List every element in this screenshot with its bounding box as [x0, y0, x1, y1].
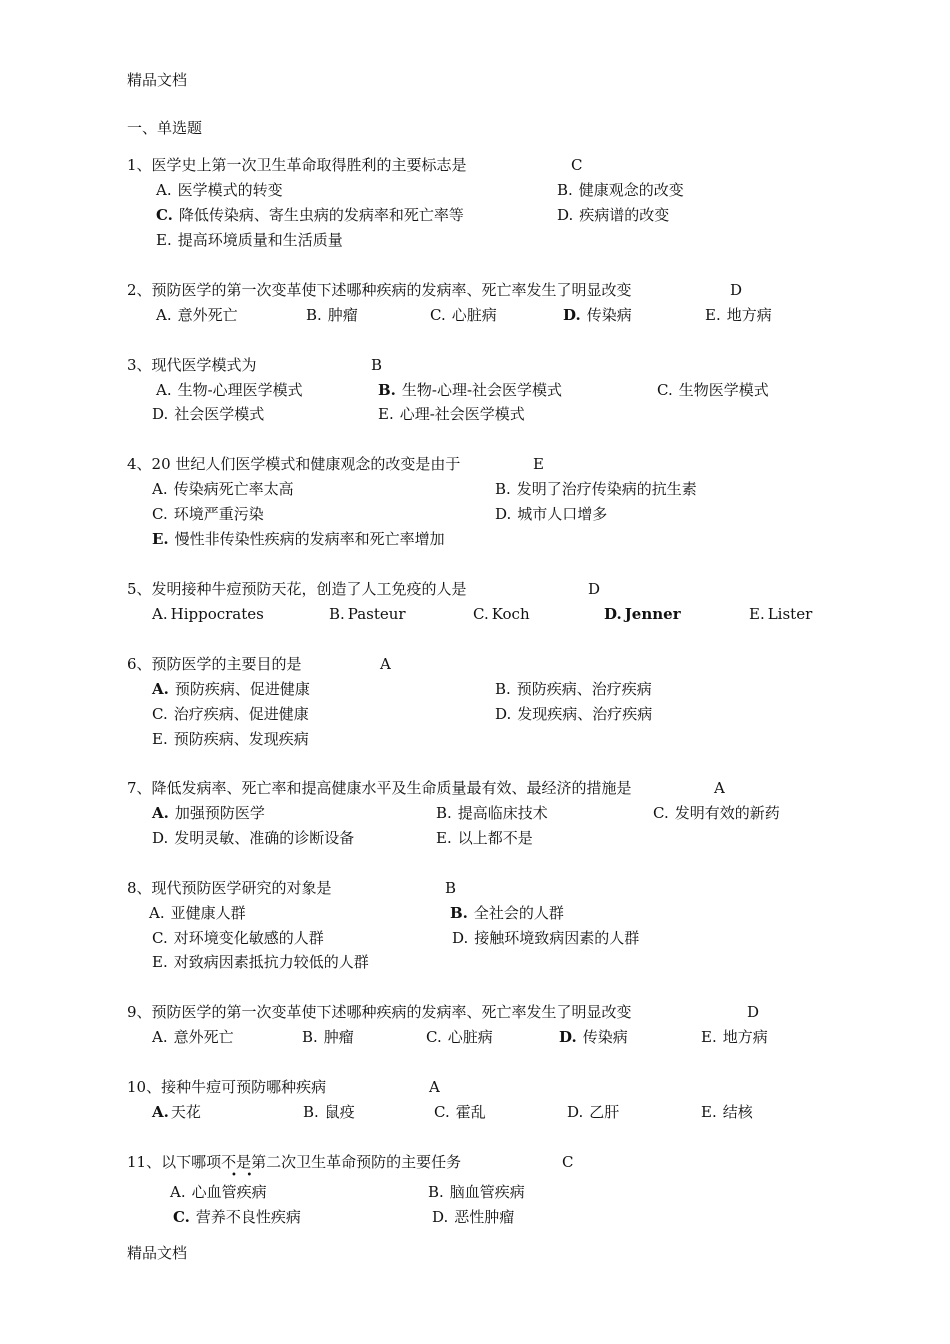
option-text: 乙肝 [589, 1103, 620, 1121]
question-stem: 10、接种牛痘可预防哪种疾病 [127, 1078, 327, 1096]
option-text: 生物-心理-社会医学模式 [401, 381, 563, 399]
option-key: C. [473, 605, 489, 623]
option-d [567, 1102, 619, 1122]
option-key: A. [152, 1028, 168, 1046]
option-key: B. [329, 605, 345, 623]
option-key: E. [378, 405, 394, 423]
option-text: 疾病谱的改变 [579, 206, 670, 224]
section-title: 一、单选题 [127, 119, 203, 137]
option-key: C. [657, 381, 673, 399]
answer-key: E [533, 455, 544, 473]
option-a [152, 679, 310, 699]
option-d [557, 205, 669, 225]
option-text: 地方病 [726, 306, 772, 324]
option-key: D. [432, 1208, 449, 1226]
option-key: A. [152, 1103, 169, 1121]
option-text: 加强预防医学 [174, 804, 265, 822]
option-key: A. [152, 804, 169, 822]
option-key: B. [303, 1103, 319, 1121]
option-b [450, 903, 564, 923]
option-key: E. [152, 953, 168, 971]
option-key: A. [156, 181, 172, 199]
option-e [701, 1102, 753, 1122]
option-key: C. [173, 1208, 190, 1226]
option-text: 接触环境致病因素的人群 [474, 929, 640, 947]
option-key: B. [378, 381, 396, 399]
option-text: 慢性非传染性疾病的发病率和死亡率增加 [174, 530, 445, 548]
option-key: A. [156, 306, 172, 324]
option-a [152, 1102, 201, 1122]
option-text: 社会医学模式 [174, 405, 265, 423]
option-key: D. [495, 705, 512, 723]
option-text: 天花 [170, 1103, 201, 1121]
option-b [436, 803, 548, 823]
option-key: C. [430, 306, 446, 324]
option-key: B. [302, 1028, 318, 1046]
option-text: 肿瘤 [323, 1028, 354, 1046]
option-b [495, 479, 697, 499]
answer-key: B [371, 356, 383, 374]
option-key: B. [306, 306, 322, 324]
option-text: Koch [491, 605, 530, 623]
answer-key: B [445, 879, 457, 897]
answer-key: C [562, 1153, 574, 1171]
option-key: D. [495, 505, 512, 523]
option-b [378, 380, 562, 400]
option-text: 对致病因素抵抗力较低的人群 [173, 953, 369, 971]
question-stem: 4、20 世纪人们医学模式和健康观念的改变是由于 [127, 455, 461, 473]
option-text: 心脏病 [451, 306, 497, 324]
option-key: B. [557, 181, 573, 199]
option-key: D. [559, 1028, 577, 1046]
question-stem: 9、预防医学的第一次变革使下述哪种疾病的发病率、死亡率发生了明显改变 [127, 1003, 632, 1021]
option-e [705, 305, 772, 325]
option-text: 意外死亡 [173, 1028, 234, 1046]
answer-key: A [380, 655, 391, 673]
option-text: 脑血管疾病 [449, 1183, 525, 1201]
option-text: 发明有效的新药 [674, 804, 780, 822]
option-c [152, 928, 324, 948]
option-text: 发明灵敏、准确的诊断设备 [174, 829, 355, 847]
option-key: B. [428, 1183, 444, 1201]
option-b [302, 1027, 354, 1047]
option-key: A. [152, 680, 169, 698]
answer-key: D [730, 281, 743, 299]
question-stem: 3、现代医学模式为 [127, 356, 257, 374]
option-text: 全社会的人群 [473, 904, 564, 922]
option-key: C. [434, 1103, 450, 1121]
option-b [557, 180, 684, 200]
option-key: C. [156, 206, 173, 224]
option-text: 预防疾病、发现疾病 [173, 730, 309, 748]
option-d [152, 404, 264, 424]
option-key: D. [557, 206, 574, 224]
option-c [473, 604, 530, 624]
option-text: 营养不良性疾病 [195, 1208, 301, 1226]
question-stem: 1、医学史上第一次卫生革命取得胜利的主要标志是 [127, 156, 467, 174]
option-e [436, 828, 533, 848]
option-key: B. [450, 904, 468, 922]
option-e [701, 1027, 768, 1047]
option-text: Pasteur [347, 605, 406, 623]
option-a [152, 479, 294, 499]
option-text: 提高环境质量和生活质量 [177, 231, 343, 249]
option-a [152, 604, 264, 624]
option-text: 意外死亡 [177, 306, 238, 324]
option-key: A. [152, 480, 168, 498]
question-stem: 8、现代预防医学研究的对象是 [127, 879, 332, 897]
option-e [152, 729, 309, 749]
option-text: 环境严重污染 [173, 505, 264, 523]
option-key: D. [563, 306, 581, 324]
option-key: E. [701, 1028, 717, 1046]
option-key: A. [152, 605, 168, 623]
question-stem: 6、预防医学的主要目的是 [127, 655, 302, 673]
option-text: 城市人口增多 [517, 505, 608, 523]
option-text: Jenner [624, 605, 681, 623]
option-key: E. [152, 730, 168, 748]
option-key: E. [749, 605, 765, 623]
option-e [152, 529, 445, 549]
option-key: C. [152, 505, 168, 523]
option-key: B. [436, 804, 452, 822]
option-key: D. [604, 605, 622, 623]
option-text: 健康观念的改变 [578, 181, 684, 199]
option-d [604, 604, 681, 624]
option-c [434, 1102, 486, 1122]
option-text: 鼠疫 [324, 1103, 355, 1121]
option-key: A. [149, 904, 165, 922]
option-key: D. [152, 405, 169, 423]
option-key: B. [495, 480, 511, 498]
option-d [452, 928, 639, 948]
option-a [152, 803, 265, 823]
option-a [156, 180, 283, 200]
option-b [428, 1182, 525, 1202]
option-key: E. [156, 231, 172, 249]
option-c [430, 305, 497, 325]
option-d [559, 1027, 628, 1047]
option-a [152, 1027, 234, 1047]
emphasis-dots: • • [231, 1170, 253, 1181]
option-text: 生物-心理医学模式 [177, 381, 303, 399]
option-text: Hippocrates [170, 605, 264, 623]
option-e [156, 230, 343, 250]
option-b [495, 679, 652, 699]
option-text: 传染病 [586, 306, 632, 324]
option-text: 医学模式的转变 [177, 181, 283, 199]
question-stem: 5、发明接种牛痘预防天花，创造了人工免疫的人是 [127, 580, 467, 598]
option-text: 恶性肿瘤 [454, 1208, 515, 1226]
page-footer: 精品文档 [127, 1244, 188, 1262]
option-a [156, 305, 238, 325]
question-stem: 2、预防医学的第一次变革使下述哪种疾病的发病率、死亡率发生了明显改变 [127, 281, 632, 299]
option-key: C. [653, 804, 669, 822]
option-key: C. [152, 929, 168, 947]
option-a [149, 903, 246, 923]
option-c [653, 803, 780, 823]
answer-key: D [747, 1003, 760, 1021]
option-a [156, 380, 303, 400]
option-key: B. [495, 680, 511, 698]
option-c [426, 1027, 493, 1047]
option-text: 发明了治疗传染病的抗生素 [516, 480, 697, 498]
option-d [495, 704, 652, 724]
option-text: 传染病 [582, 1028, 628, 1046]
option-a [170, 1182, 267, 1202]
option-text: 霍乱 [455, 1103, 486, 1121]
option-d [495, 504, 607, 524]
option-key: D. [452, 929, 469, 947]
answer-key: A [714, 779, 725, 797]
option-text: 肿瘤 [327, 306, 358, 324]
option-d [563, 305, 632, 325]
question-stem: 11、以下哪项不是第二次卫生革命预防的主要任务 [127, 1153, 462, 1171]
option-key: E. [436, 829, 452, 847]
option-c [173, 1207, 301, 1227]
option-e [378, 404, 525, 424]
option-text: 亚健康人群 [170, 904, 246, 922]
option-text: 地方病 [722, 1028, 768, 1046]
page-header: 精品文档 [127, 71, 188, 89]
option-text: 对环境变化敏感的人群 [173, 929, 324, 947]
option-e [749, 604, 812, 624]
option-b [303, 1102, 355, 1122]
answer-key: C [571, 156, 583, 174]
option-c [156, 205, 464, 225]
option-b [306, 305, 358, 325]
option-key: A. [156, 381, 172, 399]
option-c [152, 704, 309, 724]
option-text: 生物医学模式 [678, 381, 769, 399]
answer-key: A [429, 1078, 440, 1096]
option-key: D. [152, 829, 169, 847]
option-key: C. [152, 705, 168, 723]
option-text: 传染病死亡率太高 [173, 480, 294, 498]
option-key: D. [567, 1103, 584, 1121]
option-text: 以上都不是 [457, 829, 533, 847]
option-b [329, 604, 406, 624]
answer-key: D [588, 580, 601, 598]
option-c [152, 504, 264, 524]
option-d [152, 828, 354, 848]
option-text: 发现疾病、治疗疾病 [517, 705, 653, 723]
option-text: 预防疾病、促进健康 [174, 680, 310, 698]
option-key: E. [701, 1103, 717, 1121]
option-text: 心脏病 [447, 1028, 493, 1046]
option-text: 提高临床技术 [457, 804, 548, 822]
option-key: E. [705, 306, 721, 324]
option-text: 结核 [722, 1103, 753, 1121]
option-key: C. [426, 1028, 442, 1046]
option-text: 心血管疾病 [191, 1183, 267, 1201]
option-text: 治疗疾病、促进健康 [173, 705, 309, 723]
option-text: 降低传染病、寄生虫病的发病率和死亡率等 [178, 206, 464, 224]
option-key: E. [152, 530, 169, 548]
option-text: 心理-社会医学模式 [399, 405, 525, 423]
option-text: 预防疾病、治疗疾病 [516, 680, 652, 698]
option-d [432, 1207, 514, 1227]
question-stem: 7、降低发病率、死亡率和提高健康水平及生命质量最有效、最经济的措施是 [127, 779, 632, 797]
option-c [657, 380, 769, 400]
option-text: Lister [767, 605, 813, 623]
option-e [152, 952, 369, 972]
option-key: A. [170, 1183, 186, 1201]
